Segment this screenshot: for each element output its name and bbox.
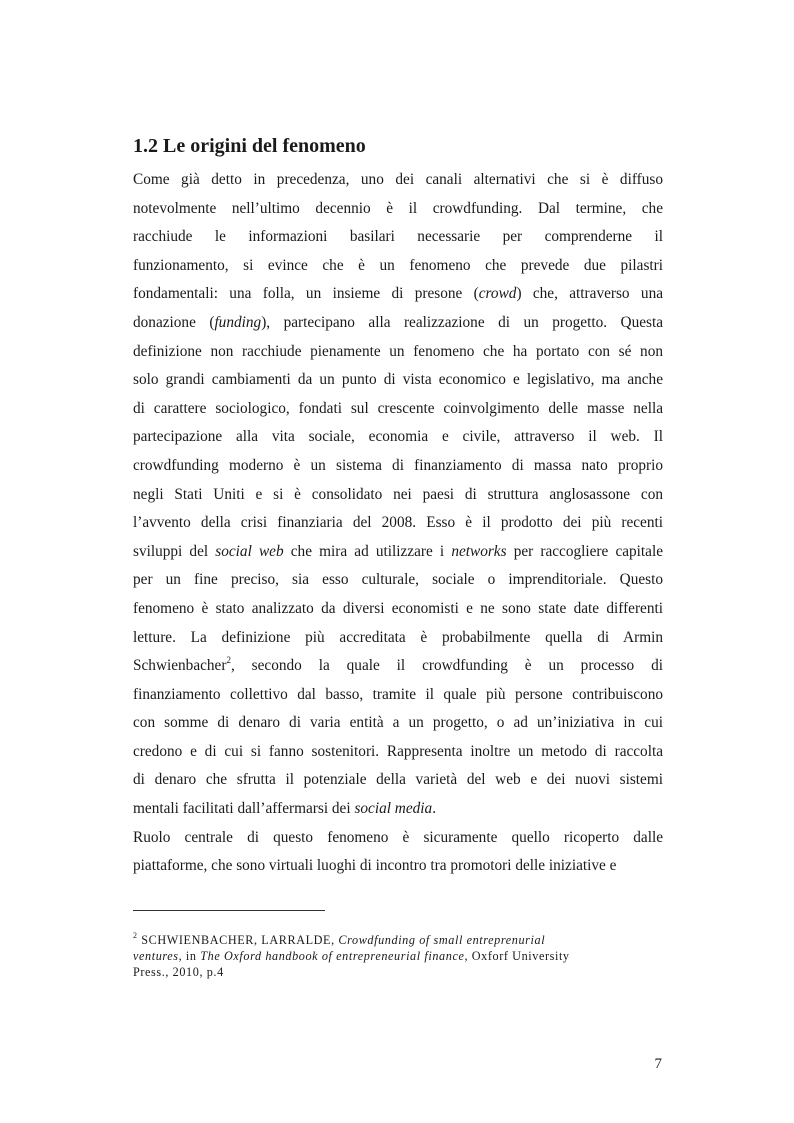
text-run: per un fine preciso, sia esso culturale, sociale o imprenditoriale. Questo	[133, 571, 663, 589]
text-line	[133, 452, 663, 481]
text-run: sviluppi del	[133, 542, 216, 560]
text-line	[133, 652, 663, 681]
italic-term: ventures	[133, 949, 179, 963]
section-heading: 1.2 Le origini del fenomeno	[133, 135, 366, 157]
text-line	[133, 395, 663, 424]
text-run: racchiude le informazioni basilari necessarie per comprenderne il	[133, 228, 663, 246]
text-run: mentali facilitati dall’affermarsi dei	[133, 800, 355, 818]
text-run: Come già detto in precedenza, uno dei canali alternativi che si è diffuso	[133, 171, 663, 188]
italic-term: funding	[214, 313, 262, 331]
footnote-line	[133, 948, 633, 964]
text-run: di denaro che sfrutta il potenziale della varietà del web e dei nuovi sistemi	[133, 771, 663, 789]
text-run: definizione non racchiude pienamente un fenomeno che ha portato con sé non	[133, 342, 663, 360]
text-run: SCHWIENBACHER, LARRALDE,	[137, 933, 339, 947]
text-run: con somme di denaro di varia entità a un progetto, o ad un’iniziativa in cui	[133, 714, 663, 732]
text-line	[133, 624, 663, 653]
text-line	[133, 366, 663, 395]
italic-term: social web	[215, 542, 284, 560]
text-run: finanziamento collettivo dal basso, tramite il quale più persone contribuiscono	[133, 685, 663, 703]
text-run: , in	[178, 949, 201, 963]
text-run: per raccogliere capitale	[506, 542, 664, 560]
text-run: di carattere sociologico, fondati sul crescente coinvolgimento delle masse nella	[133, 399, 663, 417]
text-line	[133, 309, 663, 338]
italic-term: Crowdfunding of small entreprenurial	[338, 933, 546, 947]
text-run: letture. La definizione più accreditata è probabilmente quella di Armin	[133, 628, 663, 646]
text-run: , Oxforf University	[464, 949, 570, 963]
text-line	[133, 538, 663, 567]
text-run: donazione (	[133, 313, 215, 331]
text-run: .	[432, 800, 437, 818]
text-run: ), partecipano alla realizzazione di un progetto. Questa	[261, 313, 663, 331]
body-paragraph	[133, 166, 663, 881]
text-line	[133, 709, 663, 738]
text-line	[133, 166, 663, 195]
page-number: 7	[654, 1056, 662, 1072]
text-line	[133, 595, 663, 624]
footnote-line	[133, 932, 633, 948]
text-run: l’avvento della crisi finanziaria del 2008. Esso è il prodotto dei più recenti	[133, 514, 663, 532]
text-line	[133, 481, 663, 510]
text-run: solo grandi cambiamenti da un punto di vista economico e legislativo, ma anche	[133, 371, 663, 389]
text-line	[133, 852, 663, 881]
text-line	[133, 566, 663, 595]
text-line	[133, 681, 663, 710]
footnote-marker: 2	[226, 655, 231, 665]
text-line	[133, 252, 663, 281]
footnote-line	[133, 964, 633, 980]
text-run: , secondo la quale il crowdfunding è un processo di	[230, 657, 663, 675]
text-line	[133, 338, 663, 367]
text-run: crowdfunding moderno è un sistema di finanziamento di massa nato proprio	[133, 456, 663, 474]
text-run: funzionamento, si evince che è un fenomeno che prevede due pilastri	[133, 256, 663, 274]
text-run: Press., 2010, p.4	[133, 965, 224, 979]
text-run: fondamentali: una folla, un insieme di presone (	[133, 285, 479, 303]
text-run: Schwienbacher	[133, 657, 227, 675]
text-run: Ruolo centrale di questo fenomeno è sicuramente quello ricoperto dalle	[133, 828, 663, 846]
text-run: che mira ad utilizzare i	[283, 542, 452, 560]
text-line	[133, 509, 663, 538]
italic-term: The Oxford handbook of entrepreneurial finance	[200, 949, 465, 963]
footnote	[133, 932, 633, 980]
text-run: fenomeno è stato analizzato da diversi economisti e ne sono state date differenti	[133, 599, 663, 617]
footnote-marker: 2	[133, 930, 138, 940]
text-run: notevolmente nell’ultimo decennio è il crowdfunding. Dal termine, che	[133, 199, 663, 217]
text-line	[133, 766, 663, 795]
text-line	[133, 223, 663, 252]
text-run: negli Stati Uniti e si è consolidato nei paesi di struttura anglosassone con	[133, 485, 663, 503]
text-line	[133, 280, 663, 309]
text-run: ) che, attraverso una	[516, 285, 664, 303]
text-line	[133, 824, 663, 853]
footnote-separator	[133, 910, 325, 911]
italic-term: crowd	[478, 285, 517, 303]
italic-term: networks	[451, 542, 507, 560]
text-line	[133, 795, 663, 824]
text-run: credono e di cui si fanno sostenitori. Rappresenta inoltre un metodo di raccolta	[133, 742, 663, 760]
text-run: piattaforme, che sono virtuali luoghi di incontro tra promotori delle iniziative e	[133, 857, 617, 875]
italic-term: social media	[354, 800, 433, 818]
text-line	[133, 738, 663, 767]
text-run: partecipazione alla vita sociale, economia e civile, attraverso il web. Il	[133, 428, 663, 446]
text-line	[133, 195, 663, 224]
text-line	[133, 423, 663, 452]
